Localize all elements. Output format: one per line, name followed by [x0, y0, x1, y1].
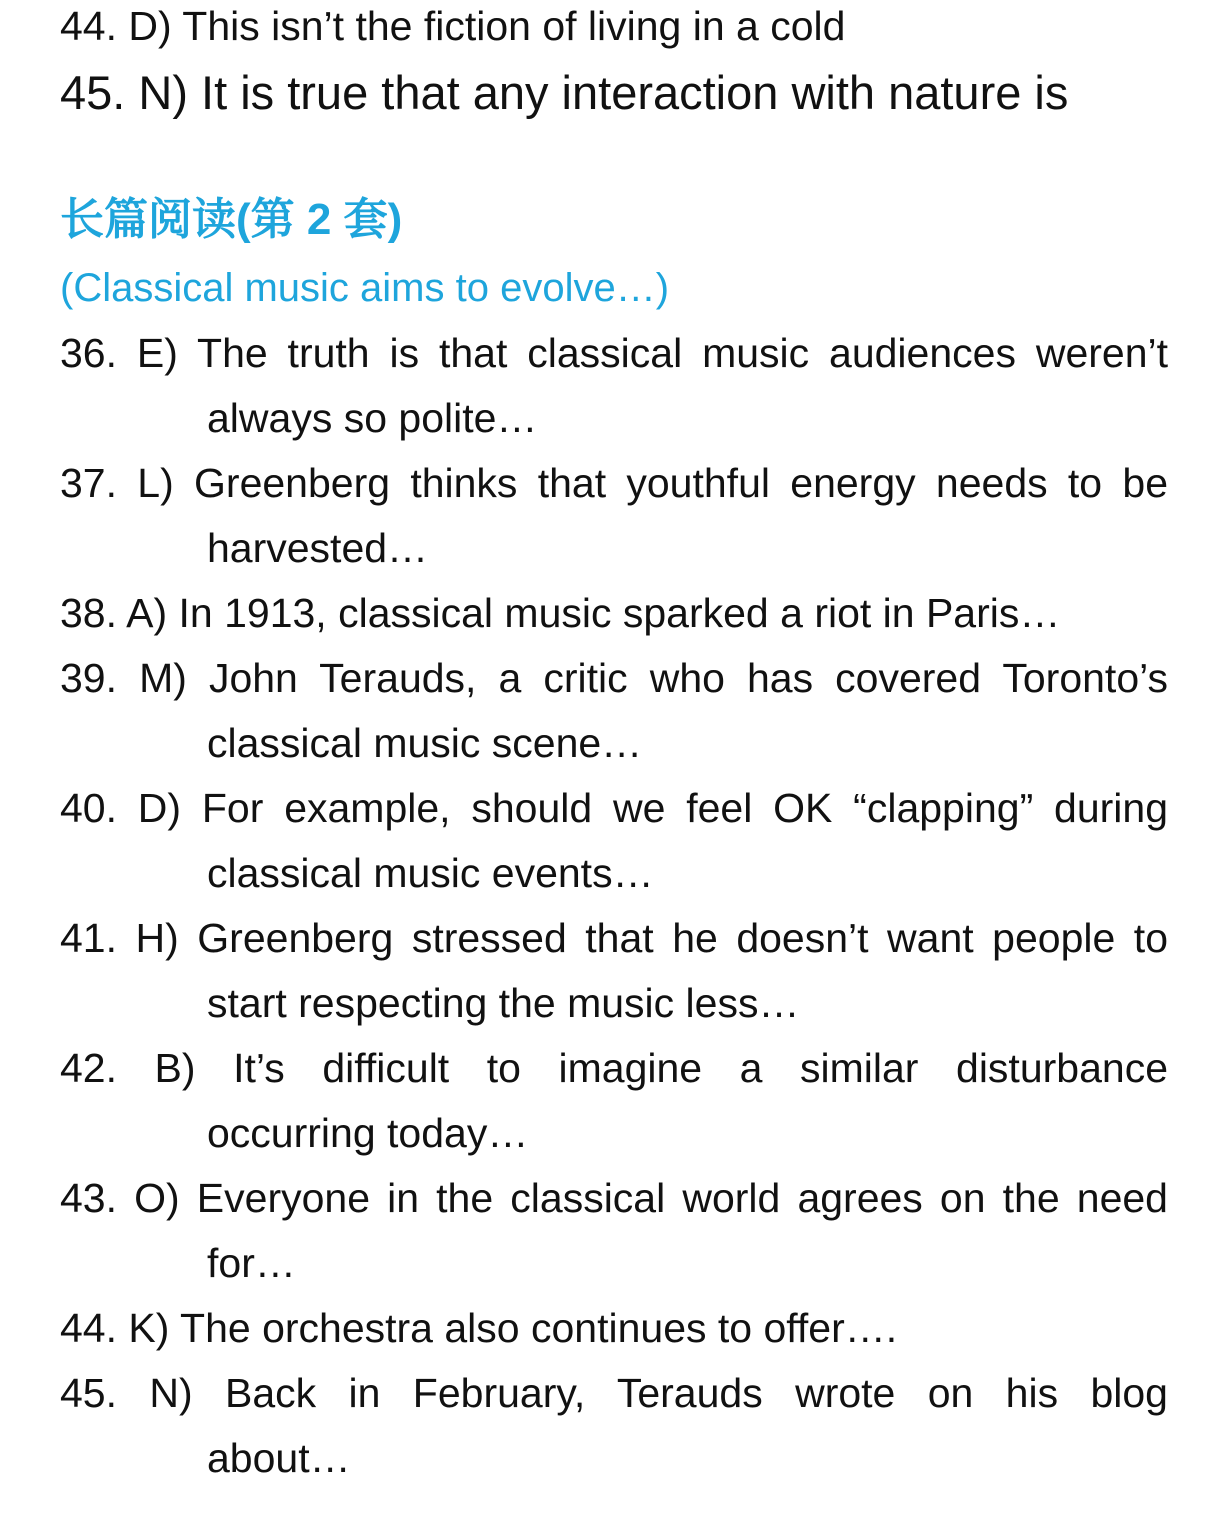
answer-item-38	[60, 581, 1168, 646]
answer-text: 45. N) Back in February, Terauds wrote on his blog	[60, 1370, 1168, 1416]
answer-item-43	[60, 1166, 1168, 1296]
answer-text: 42. B) It’s difficult to imagine a similar disturbance	[60, 1045, 1168, 1091]
answer-text: 43. O) Everyone in the classical world agrees on the need	[60, 1175, 1168, 1221]
answer-item-42	[60, 1036, 1168, 1166]
answer-continuation: occurring today…	[207, 1110, 529, 1156]
section-heading: 长篇阅读(第 2 套)	[60, 195, 403, 244]
answer-list	[60, 321, 1168, 1491]
answer-item-45	[60, 1361, 1168, 1491]
answer-text: 37. L) Greenberg thinks that youthful energy needs to be	[60, 460, 1168, 506]
answer-continuation: classical music events…	[207, 850, 654, 896]
answer-continuation: about…	[207, 1435, 351, 1481]
answer-text: 41. H) Greenberg stressed that he doesn’t want people to	[60, 915, 1168, 961]
answer-text: 39. M) John Terauds, a critic who has covered Toronto’s	[60, 655, 1168, 701]
answer-continuation: classical music scene…	[207, 720, 643, 766]
answer-item-41	[60, 906, 1168, 1036]
answer-item-44	[60, 1296, 1168, 1361]
answer-text: 38. A) In 1913, classical music sparked a riot in Paris…	[60, 590, 1061, 636]
answer-item-39	[60, 646, 1168, 776]
answer-line-44-prev: 44. D) This isn’t the fiction of living in a cold	[60, 3, 846, 49]
answer-item-37	[60, 451, 1168, 581]
answer-continuation: start respecting the music less…	[207, 980, 800, 1026]
answer-line-45-prev: 45. N) It is true that any interaction with nature is	[60, 66, 1069, 119]
answer-continuation: for…	[207, 1240, 296, 1286]
answer-continuation: always so polite…	[207, 395, 538, 441]
answer-continuation: harvested…	[207, 525, 429, 571]
section-subheading: (Classical music aims to evolve…)	[60, 266, 670, 310]
answer-text: 44. K) The orchestra also continues to offer….	[60, 1305, 898, 1351]
answer-text: 36. E) The truth is that classical music audiences weren’t	[60, 330, 1168, 376]
answer-text: 40. D) For example, should we feel OK “clapping” during	[60, 785, 1168, 831]
answer-item-40	[60, 776, 1168, 906]
answer-item-36	[60, 321, 1168, 451]
